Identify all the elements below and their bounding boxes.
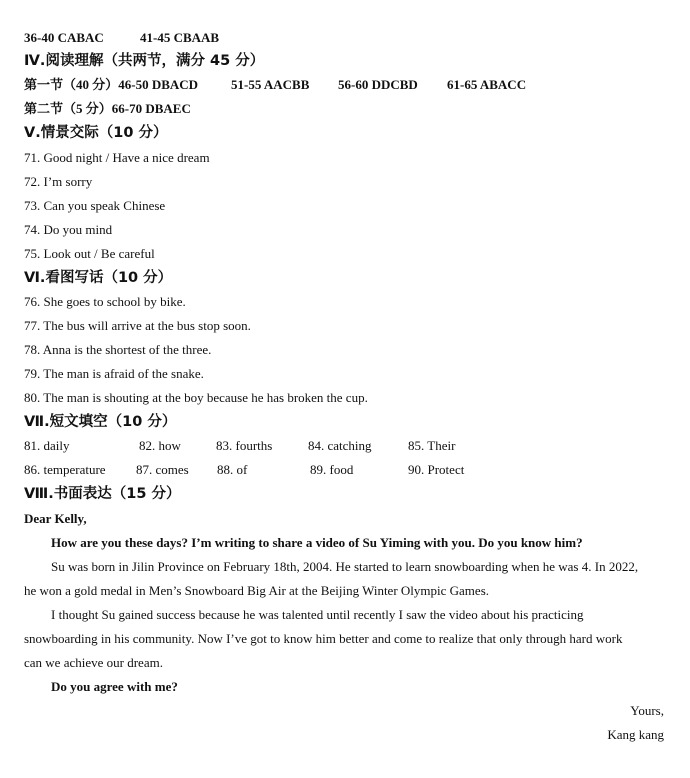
section-4-part-2: 第二节（5 分）66-70 DBAEC xyxy=(24,101,191,116)
answer-86: 86. temperature xyxy=(24,462,106,477)
answer-89: 89. food xyxy=(310,462,354,477)
section-4-heading: Ⅳ.阅读理解（共两节，满分 45 分） xyxy=(24,53,265,69)
answer-74: 74. Do you mind xyxy=(24,222,113,237)
letter-paragraph-3-line-3: can we achieve our dream. xyxy=(24,655,163,670)
letter-paragraph-3-line-1: I thought Su gained success because he was talented until recently I saw the video about his practicing xyxy=(51,607,584,622)
section-8-heading: Ⅷ.书面表达（15 分） xyxy=(24,486,181,502)
section-7-heading: Ⅶ.短文填空（10 分） xyxy=(24,414,177,430)
section-6-heading: Ⅵ.看图写话（10 分） xyxy=(24,270,173,286)
answer-82: 82. how xyxy=(139,438,181,453)
answers-36-40: 36-40 CABAC xyxy=(24,30,104,45)
answer-87: 87. comes xyxy=(136,462,189,477)
answers-61-65: 61-65 ABACC xyxy=(447,77,527,92)
answer-81: 81. daily xyxy=(24,438,70,453)
answer-79: 79. The man is afraid of the snake. xyxy=(24,366,204,381)
answer-76: 76. She goes to school by bike. xyxy=(24,294,186,309)
answer-83: 83. fourths xyxy=(216,438,273,453)
section-4-part-1: 第一节（40 分）46-50 DBACD xyxy=(24,77,199,92)
answer-73: 73. Can you speak Chinese xyxy=(24,198,166,213)
letter-signature: Kang kang xyxy=(607,727,664,742)
letter-paragraph-2-line-2: he won a gold medal in Men’s Snowboard Big Air at the Beijing Winter Olympic Games. xyxy=(24,583,489,598)
letter-paragraph-2-line-1: Su was born in Jilin Province on February 18th, 2004. He started to learn snowboarding when he was 4. In 2022, xyxy=(51,559,639,574)
answer-75: 75. Look out / Be careful xyxy=(24,246,155,261)
answer-72: 72. I’m sorry xyxy=(24,174,93,189)
answers-51-55: 51-55 AACBB xyxy=(231,77,310,92)
letter-greeting: Dear Kelly, xyxy=(24,511,87,526)
answer-78: 78. Anna is the shortest of the three. xyxy=(24,342,212,357)
answer-85: 85. Their xyxy=(408,438,456,453)
letter-paragraph-3-line-2: snowboarding in his community. Now I’ve got to know him better and come to realize that only through hard work xyxy=(24,631,623,646)
answers-56-60: 56-60 DDCBD xyxy=(338,77,418,92)
letter-paragraph-1: How are you these days? I’m writing to share a video of Su Yiming with you. Do you know him? xyxy=(51,535,583,550)
section-5-heading: Ⅴ.情景交际（10 分） xyxy=(24,125,168,141)
answer-71: 71. Good night / Have a nice dream xyxy=(24,150,210,165)
answer-90: 90. Protect xyxy=(408,462,465,477)
answer-77: 77. The bus will arrive at the bus stop soon. xyxy=(24,318,251,333)
answer-84: 84. catching xyxy=(308,438,372,453)
letter-paragraph-4: Do you agree with me? xyxy=(51,679,178,694)
answer-80: 80. The man is shouting at the boy because he has broken the cup. xyxy=(24,390,368,405)
answers-41-45: 41-45 CBAAB xyxy=(140,30,220,45)
answer-88: 88. of xyxy=(217,462,248,477)
letter-closing: Yours, xyxy=(630,703,664,718)
